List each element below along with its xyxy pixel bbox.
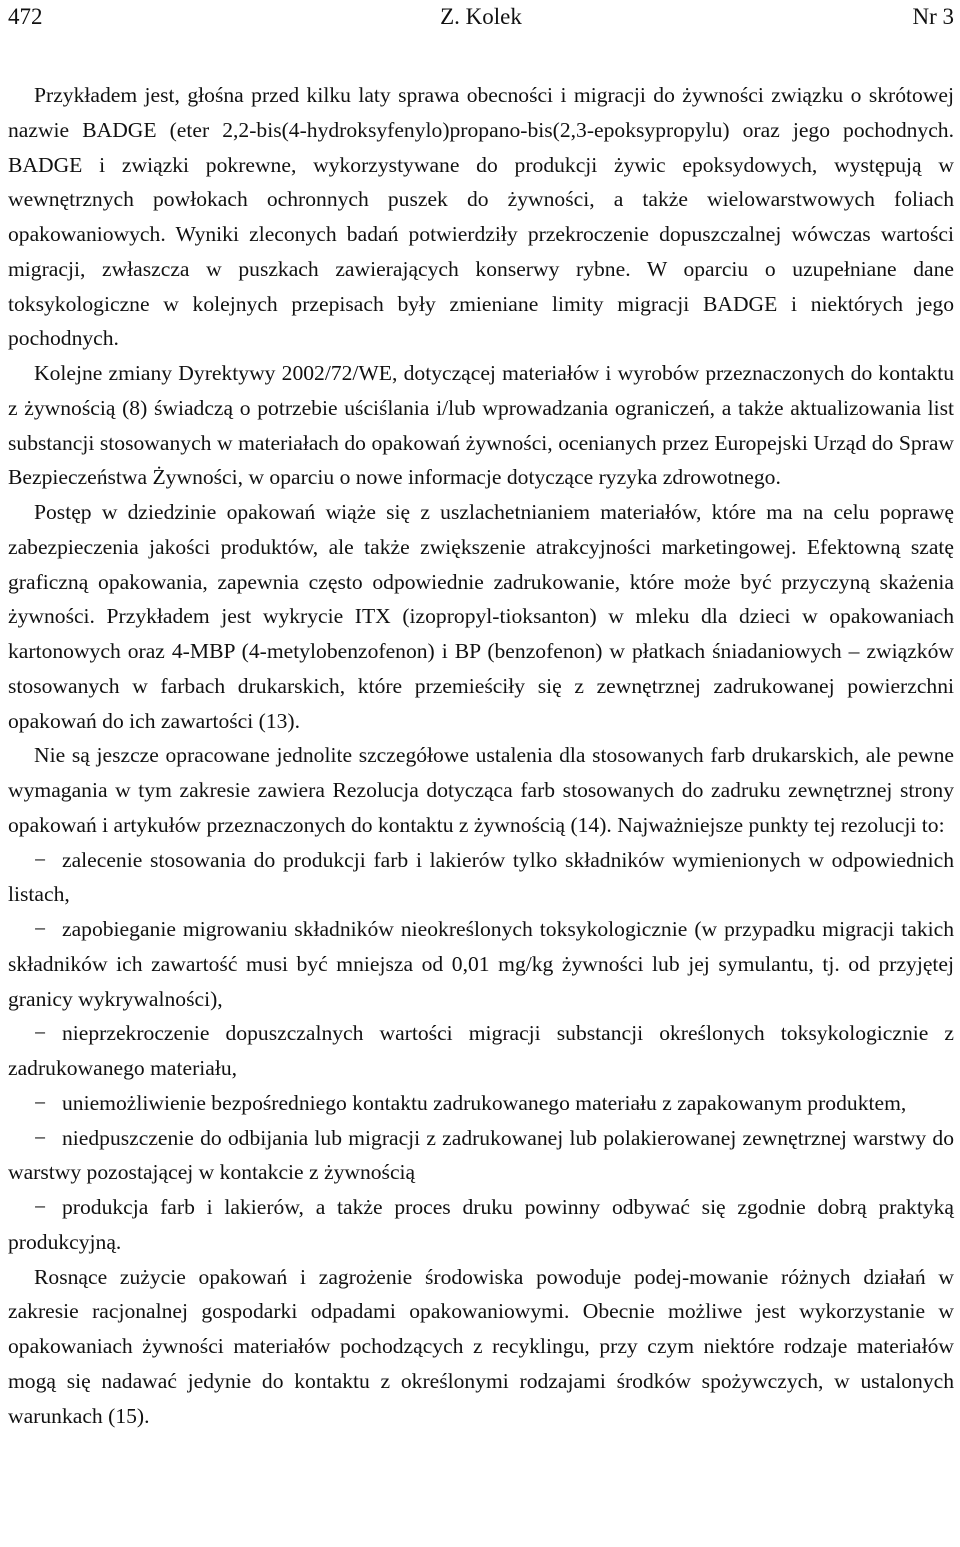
running-header [8, 0, 954, 34]
list-item [8, 1016, 954, 1086]
issue-number: Nr 3 [912, 4, 954, 29]
document-page [8, 0, 954, 1428]
list-dash: − [34, 1195, 47, 1219]
paragraph-badge: Przykładem jest, głośna przed kilku laty sprawa obecności i migracji do żywności związku o skrótowej nazwie BADGE (eter 2,2-bis(4-hydroksyfenylo)propano-bis(2,3-epoksypropylu) oraz jego pochodnych. BADGE i związki pokrewne, wykorzystywane do produkcji żywic epoksydowych, występują w wewnętrznych powłokach ochronnych puszek do żywności, a także wielowarstwowych foliach opakowaniowych. Wyniki zleconych badań potwierdziły przekroczenie dopuszczalnej wówczas wartości migracji, zwłaszcza w puszkach zawierających konserwy rybne. W oparciu o uzupełniane dane toksykologiczne w kolejnych przepisach były zmieniane limity migracji BADGE i niektórych jego pochodnych. [8, 83, 954, 351]
list-dash: − [34, 1021, 47, 1046]
list-item [8, 912, 954, 1016]
list-item-text: zalecenie stosowania do produkcji farb i lakierów tylko składników wymienionych w odpowiednich listach, [8, 847, 954, 907]
list-item-text: produkcja farb i lakierów, a także proces druku powinny odbywać się zgodnie dobrą praktyką produkcyjną. [8, 1195, 954, 1254]
page-number: 472 [8, 4, 43, 29]
list-item [8, 1121, 954, 1191]
paragraph-recycling: Rosnące zużycie opakowań i zagrożenie środowiska powoduje podej-mowanie różnych działań w zakresie racjonalnej gospodarki odpadami opakowaniowymi. Obecnie możliwe jest wykorzystanie w opakowaniach żywności materiałów pochodzących z recyklingu, przy czym niektóre rodzaje materiałów mogą się nadawać jedynie do kontaktu z określonymi rodzajami środków spożywczych, w ustalonych warunkach (15). [8, 1264, 954, 1428]
list-dash: − [34, 917, 47, 941]
list-dash: − [34, 1125, 47, 1150]
list-item-text: nieprzekroczenie dopuszczalnych wartości migracji substancji określonych toksykologicznie z zadrukowanego materiału, [8, 1021, 954, 1080]
list-dash: − [34, 847, 47, 872]
resolution-points-list [8, 843, 954, 1260]
list-item [8, 1086, 954, 1121]
list-item [8, 1190, 954, 1260]
list-dash: − [34, 1090, 47, 1115]
list-item-text: niedpuszczenie do odbijania lub migracji z zadrukowanej lub polakierowanej zewnętrznej warstwy do warstwy pozostającej w kontakcie z żywnością [8, 1125, 954, 1185]
body-text [8, 78, 954, 1433]
list-item-text: uniemożliwienie bezpośredniego kontaktu zadrukowanego materiału z zapakowanym produktem, [62, 1090, 907, 1115]
paragraph-resolution: Nie są jeszcze opracowane jednolite szczegółowe ustalenia dla stosowanych farb drukarskich, ale pewne wymagania w tym zakresie zawiera Rezolucja dotycząca farb stosowanych do zadruku zewnętrznej strony opakowań i artykułów przeznaczonych do kontaktu z żywnością (14). Najważniejsze punkty tej rezolucji to: [8, 743, 954, 837]
paragraph-directive: Kolejne zmiany Dyrektywy 2002/72/WE, dotyczącej materiałów i wyrobów przeznaczonych do kontaktu z żywnością (8) świadczą o potrzebie uściślania i/lub wprowadzania ograniczeń, a także aktualizowania list substancji stosowanych w materiałach do opakowań żywności, ocenianych przez Europejski Urząd do Spraw Bezpieczeństwa Żywności, w oparciu o nowe informacje dotyczące ryzyka zdrowotnego. [8, 361, 954, 490]
running-author: Z. Kolek [440, 4, 522, 29]
list-item-text: zapobieganie migrowaniu składników nieokreślonych toksykologicznie (w przypadku migracji takich składników ich zawartość musi być mniejsza od 0,01 mg/kg żywności lub jej symulantu, tj. od przyjętej granicy wykrywalności), [8, 917, 954, 1011]
paragraph-printing-inks: Postęp w dziedzinie opakowań wiąże się z uszlachetnianiem materiałów, które ma na celu poprawę zabezpieczenia jakości produktów, ale także zwiększenie atrakcyjności marketingowej. Efektowną szatę graficzną opakowania, zapewnia często odpowiednie zadrukowanie, które może być przyczyną skażenia żywności. Przykładem jest wykrycie ITX (izopropyl-tioksanton) w mleku dla dzieci w opakowaniach kartonowych oraz 4-MBP (4-metylobenzofenon) i BP (benzofenon) w płatkach śniadaniowych – związków stosowanych w farbach drukarskich, które przemieściły się z zewnętrznej zadrukowanej powierzchni opakowań do ich zawartości (13). [8, 500, 954, 733]
list-item [8, 843, 954, 913]
